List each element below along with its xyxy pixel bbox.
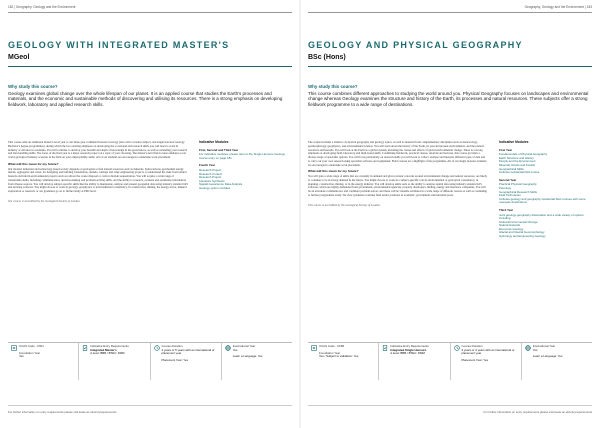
info-value: Yes / Subject to validation: Yes <box>319 354 359 358</box>
entry-icon <box>382 345 388 351</box>
info-sublabel: 3 years or 4 years with an international or placement year <box>461 347 515 355</box>
module-year: Second Year <box>499 177 517 182</box>
info-entry <box>78 342 149 380</box>
info-duration <box>450 342 521 380</box>
course-body <box>308 141 488 210</box>
footer-rule <box>308 405 592 406</box>
module-item: Minerals, Rocks and Fossils <box>499 162 535 167</box>
ucas-icon <box>311 345 317 351</box>
title-rule <box>308 66 592 67</box>
info-sublabel: 4 years or 5 years with an international or placement year <box>161 347 215 355</box>
ucas-icon <box>11 345 17 351</box>
future-heading: What will this mean for my future? <box>308 169 359 174</box>
module-item: Includes residential field course <box>499 170 540 175</box>
info-value: Yes <box>19 354 24 358</box>
module-item: Field Techniques <box>499 193 521 198</box>
module-item: Economic Geology <box>499 226 524 231</box>
future-text: Our modern industrial and technology-based society depends on geologists to find natural resources such as minerals, hydrocarbons, geothermal energy metals, aggregates and water, for designing and building foundations, tunnels, cuttings and other engineering projects, to understand the risks from natural hazards and inform environmental projects such as radioactive waste disposal or carbon dioxide sequestration. You will acquire a wide range of transferable skills, including communication, decision-making and problem-solving skills, and the ability to research, evaluate and synthesise information from diverse sources. You will develop subject-specific skills like the ability to manipulate, analyse and present geospatial data using industry standard GIS and drawing software. You might choose to work in geology, geophysics or environmental consultancy, in construction, mining, the energy sector, mineral exploration or research, or our graduates go on to further study at PhD level. <box>8 166 188 193</box>
why-text: This course combines different approaches to studying the world around you. Physical Geography focuses on landscapes and environmental change whereas Geology examines the structure and history of the Earth, its processes and natural resources. These subjects offer a strong fieldwork programme to a wide range of destinations. <box>308 91 589 107</box>
module-item: Joint geology-geography dissertation and a wide variety of options including: <box>499 212 584 221</box>
info-label: UCAS Code - FF86 <box>319 344 345 348</box>
header-rule <box>8 12 292 13</box>
info-value: A level: BBB / BTEC: DMM <box>390 351 425 355</box>
course-body <box>8 141 188 207</box>
why-heading: Why study this course? <box>308 84 358 89</box>
title-rule <box>8 66 292 67</box>
info-ucas <box>8 342 78 380</box>
modules-heading: Indicative Modules <box>499 140 529 144</box>
why-heading: Why study this course? <box>8 84 58 89</box>
info-international <box>221 342 292 380</box>
module-item: Glacial and Glacial Geomorphology <box>499 230 545 235</box>
course-info-bar <box>8 342 292 380</box>
info-sublabel: Foundation Year <box>19 350 41 355</box>
body-paragraph: This course adds an additional master's-level year to our three-year combined honours Geology (also with a science subject, and single honours Geology Bachelor's degree programmes), during which the two exciting emphases on developing the vocational and research skills you will need to work in industry or advance in academia. You will continue to develop your breadth and depth of knowledge in the geosciences, as well as extending your research and data handling skills. The focus of the final year is a major research project on a topic of your choosing. The master's-level field course emulates a real world geological industry scenario in the field on your employability skills. All of our students are encouraged to undertake work placement. <box>8 140 188 159</box>
info-sublabel: Foundation Year <box>319 350 341 355</box>
footer-note: For further information on entry requirements please visit keele.ac.uk/entryrequirements <box>8 410 117 414</box>
degree-label: MGeol <box>8 54 30 61</box>
right-page <box>300 0 600 428</box>
course-info-bar <box>308 342 592 380</box>
info-sublabel: Yes <box>532 347 538 352</box>
course-title: GEOLOGY WITH INTEGRATED MASTER'S <box>8 40 230 50</box>
future-text: You will gain a wide range of skills that are currently in demand and given current concerns around environmental change and natural resources, are likely to continue to be in strong demand in the future. You might choose to work in a subject-specific role in environmental or geological consultancy, in planning, construction, mining, or in the energy industry. You will develop skills such as the ability to analyse spatial data using industry standard GIS software, which are highly demanded from government, environmental agencies, property developers, mining, energy and insurance companies. You will be an articulate communicator and confident problem-solver, and these will be valuable attributes in a wide range of different careers as well as continuing to further postgraduate study. We view graduates continue field senior positions in academic, government and industrial posts. <box>308 174 487 197</box>
info-label: International Year <box>232 344 256 348</box>
duration-icon <box>154 345 160 351</box>
module-item: Global Environmental Change <box>499 219 538 224</box>
module-item: Geographical Research Skills <box>499 189 537 194</box>
info-value: Learn a Language: Yes <box>532 354 563 358</box>
info-value: Placement Year: Yes <box>161 357 189 362</box>
info-sublabel: Integrated Master's <box>90 347 117 352</box>
info-value: A level: BBB / BTEC: DDM <box>90 351 125 355</box>
info-ucas <box>308 342 378 380</box>
footer-rule <box>8 405 292 406</box>
info-sublabel: Yes <box>232 347 238 352</box>
body-paragraph: The course includes a balance of physical geography and geology topics, as well as material from complementary disciplines such as meteorology, geomorphology, geophysics, and environmental science. You will learn about the history of the Earth, its past and present environments, and the planet's resources and hazards. You will look at the Earth as a global system, including the causes and effects of global environmental change. There is a strong emphasis on developing field, laboratory and field-based skills. Confirming fieldwork, practical classes, tutorials and lectures, this course provides a diverse range of specialist options. You will focus particularly on research skills you will learn to collect, analyse and interpret different types of data and to carry out your own research using specialist software and equipment. Field courses are a highlight of the programme. All of our single honours students are encouraged to undertake work placement. <box>308 140 487 167</box>
course-title: GEOLOGY AND PHYSICAL GEOGRAPHY <box>308 40 523 50</box>
why-text: Geology examines global change over the whole lifespan of our planet. It is an applied course that studies the Earth's processes and materials, and the economic and sustainable methods of discovering and utilising its resources. There is a strong emphasis on developing fieldwork, laboratory and applied research skills. <box>8 91 283 107</box>
module-year: First Year <box>499 147 513 152</box>
module-item: Spatial Geoscience Data Analysis <box>199 182 243 187</box>
module-item: Literature Synthesis <box>199 178 225 183</box>
module-item: People and the Environment <box>499 159 536 164</box>
module-item: For indicative modules, please refer to the Single Honours Geology course entry on page 181 <box>199 152 285 160</box>
info-label: Course Duration <box>161 344 183 348</box>
duration-icon <box>454 345 460 351</box>
info-label: International Year <box>532 344 556 348</box>
info-international <box>521 342 592 380</box>
info-value: Placement Year: Yes <box>461 357 489 362</box>
module-item: Fundamentals of Physical Geography <box>499 152 548 157</box>
accreditation-note: Our course is accredited by the Geological Society of London. <box>8 198 81 203</box>
module-year: Third Year <box>499 207 514 212</box>
module-item: Research Project <box>199 167 222 172</box>
module-item: Natural Hazards <box>499 223 520 228</box>
running-header: Geography, Geology and the Environment | 183 <box>524 5 592 9</box>
indicative-modules <box>499 141 592 239</box>
header-rule <box>308 12 592 13</box>
footer-note: For further information on entry requirements please visit keele.ac.uk/entryrequirements <box>483 410 592 414</box>
info-sublabel: Integrated Single Honours <box>390 347 427 352</box>
running-header: 182 | Geography, Geology and the Environment <box>8 5 76 9</box>
future-heading: What will this mean for my future? <box>8 161 59 166</box>
module-year: First, Second and Third Year <box>199 147 239 152</box>
module-item: Geology option modules <box>199 185 231 190</box>
indicative-modules <box>199 141 292 191</box>
module-year: Fourth Year <box>199 163 216 168</box>
info-value: Learn a Language: Yes <box>232 354 263 358</box>
module-item: Earth Structure and History <box>499 155 534 160</box>
globe-icon <box>225 345 231 351</box>
info-label: Indicative Entry Requirements <box>90 344 129 348</box>
info-label: Course Duration <box>461 344 483 348</box>
info-duration <box>150 342 221 380</box>
info-entry <box>378 342 449 380</box>
module-item: Includes geology and geography residential field courses with some overseas destinations <box>499 196 586 205</box>
degree-label: BSc (Hons) <box>308 54 346 61</box>
module-item: Hydrology and Engineering Geology <box>499 234 546 239</box>
info-label: UCAS Code - F601 <box>19 344 44 348</box>
module-item: Petrology <box>499 185 512 190</box>
module-item: Practical Physical Geography <box>499 182 537 187</box>
entry-icon <box>82 345 88 351</box>
module-item: Geographical Skills <box>499 166 524 171</box>
info-label: Indicative Entry Requirements <box>390 344 429 348</box>
module-item: Research Project <box>199 175 222 180</box>
accreditation-note: This course is accredited by the Geological Society of London. <box>308 202 381 207</box>
globe-icon <box>525 345 531 351</box>
modules-heading: Indicative Modules <box>199 140 229 144</box>
module-item: Research Context <box>199 171 223 176</box>
